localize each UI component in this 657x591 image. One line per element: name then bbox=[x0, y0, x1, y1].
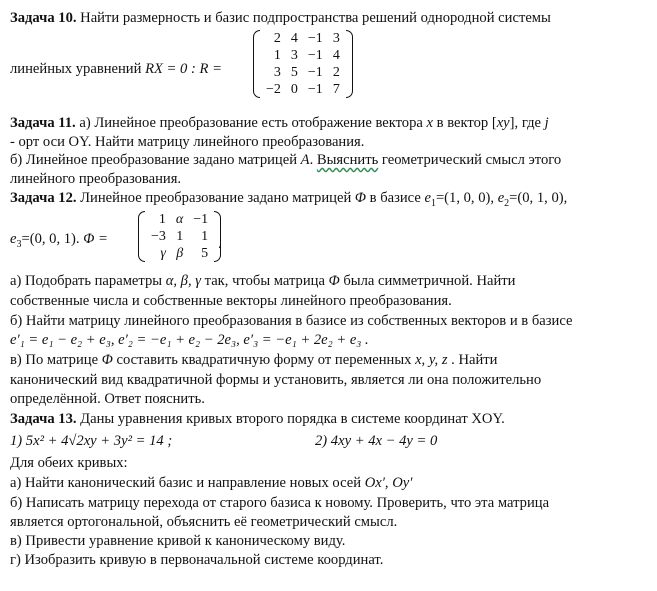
matrix-cell: γ bbox=[160, 246, 166, 261]
matrix-cell: 4 bbox=[332, 48, 340, 63]
matrix-cell: 3 bbox=[332, 31, 340, 46]
task13-b-line2: является ортогональной, объяснить её геометрический смысл. bbox=[10, 514, 398, 530]
task13-line1: Задача 13. Даны уравнения кривых второго порядка в системе координат XOY. bbox=[10, 411, 505, 427]
matrix-cell: 2 bbox=[273, 31, 281, 46]
matrix-cell: 3 bbox=[290, 48, 298, 63]
matrix-cell: 5 bbox=[290, 65, 298, 80]
task10-line2: линейных уравнений RX = 0 : R = bbox=[10, 61, 222, 77]
task11-line1: Задача 11. а) Линейное преобразование есть отображение вектора x в вектор [xy], где j bbox=[10, 115, 549, 131]
task13-a: а) Найти канонический базис и направление новых осей Ox′, Oy′ bbox=[10, 475, 413, 491]
task12-a-line1: а) Подобрать параметры α, β, γ так, чтобы матрица Φ была симметричной. Найти bbox=[10, 273, 516, 289]
task12-heading: Задача 12. bbox=[10, 190, 77, 206]
matrix-cell: −1 bbox=[193, 212, 209, 227]
matrix-cell: −1 bbox=[307, 48, 323, 63]
matrix-row bbox=[261, 30, 345, 47]
matrix-cell: 1 bbox=[176, 229, 184, 244]
matrix-cell: 4 bbox=[290, 31, 298, 46]
task12-line2: $e_3=(0$, 0, 1). Φ = bbox=[10, 231, 108, 250]
task10-line1: Задача 10. Найти размерность и базис подпространства решений однородной системы bbox=[10, 10, 551, 26]
spellcheck-underline: Выяснить bbox=[316, 152, 379, 168]
task12-c-line2: канонический вид квадратичной формы и установить, является ли она положительно bbox=[10, 372, 542, 388]
matrix-cell: −1 bbox=[307, 82, 323, 97]
task11-line4: линейного преобразования. bbox=[10, 171, 182, 187]
matrix-row bbox=[146, 228, 213, 245]
task13-both: Для обеих кривых: bbox=[10, 455, 128, 471]
task11-line2: - орт оси OY. Найти матрицу линейного преобразования. bbox=[10, 134, 365, 150]
matrix-cell: −1 bbox=[307, 65, 323, 80]
task11-heading: Задача 11. bbox=[10, 115, 76, 131]
task10-equation: RX = 0 : R = bbox=[145, 61, 222, 77]
task13-c: в) Привести уравнение кривой к каноническому виду. bbox=[10, 533, 346, 549]
task12-c-line1: в) По матрице Φ составить квадратичную форму от переменных x, y, z . Найти bbox=[10, 352, 498, 368]
task12-b-basis: e′₁ = e₁ − e₂ + e₃, e′₂ = −e₁ + e₂ − 2e₃, e′₃ = −e₁ + 2e₂ + e₃ . bbox=[10, 332, 369, 348]
task11-line3: б) Линейное преобразование задано матрицей A. Выяснить геометрический смысл этого bbox=[10, 152, 562, 168]
task12-b-line1: б) Найти матрицу линейного преобразования в базисе из собственных векторов и в базисе bbox=[10, 313, 573, 329]
matrix-cell: α bbox=[175, 212, 184, 227]
matrix-row bbox=[261, 81, 345, 98]
task13-eq2: 2) 4xy + 4x − 4y = 0 bbox=[315, 433, 438, 449]
matrix-cell: −3 bbox=[151, 229, 166, 244]
matrix-cell: 7 bbox=[332, 82, 340, 97]
task13-b-line1: б) Написать матрицу перехода от старого базиса к новому. Проверить, что эта матрица bbox=[10, 495, 550, 511]
matrix-cell: 3 bbox=[273, 65, 281, 80]
matrix-cell: 5 bbox=[201, 246, 209, 261]
matrix-cell: β bbox=[176, 246, 184, 261]
matrix-cell: 1 bbox=[158, 212, 166, 227]
matrix-cell: 0 bbox=[290, 82, 298, 97]
matrix-cell: 1 bbox=[201, 229, 209, 244]
task12-a-line2: собственные числа и собственные векторы линейного преобразования. bbox=[10, 293, 452, 309]
task12-matrix bbox=[138, 211, 221, 262]
matrix-row bbox=[261, 47, 345, 64]
matrix-cell: −1 bbox=[307, 31, 323, 46]
matrix-cell: 2 bbox=[332, 65, 340, 80]
task10-matrix bbox=[253, 30, 353, 98]
matrix-row bbox=[261, 64, 345, 81]
task12-c-line3: определённой. Ответ пояснить. bbox=[10, 391, 205, 407]
task12-line1: Задача 12. Линейное преобразование задано матрицей Φ в базисе $e_1=(1$, 0, 0), $e_2=(0$, 1, 0), bbox=[10, 190, 568, 209]
task13-eq1: 1) 5x² + 4√2xy + 3y² = 14 ; bbox=[10, 433, 173, 449]
matrix-row bbox=[146, 245, 213, 262]
task13-heading: Задача 13. bbox=[10, 411, 77, 427]
task10-heading: Задача 10. bbox=[10, 10, 77, 26]
matrix-cell: −2 bbox=[266, 82, 281, 97]
matrix-row bbox=[146, 211, 213, 228]
matrix-cell: 1 bbox=[273, 48, 281, 63]
task13-d: г) Изобразить кривую в первоначальной системе координат. bbox=[10, 552, 384, 568]
